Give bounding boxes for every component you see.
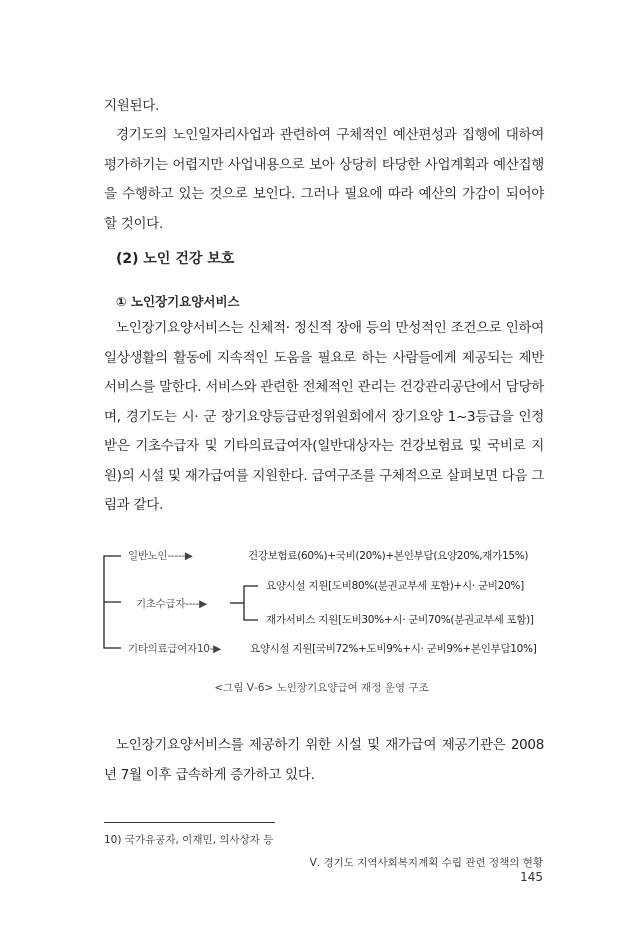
other-medical-label: 기타의료급여자10-▶ xyxy=(128,643,221,655)
subsection-heading: ① 노인장기요양서비스 xyxy=(116,294,240,309)
general-elderly-label: 일반노인-----▶ xyxy=(128,550,193,562)
figure-caption: <그림 Ⅴ-6> 노인장기요양급여 재정 운영 구조 xyxy=(214,682,429,694)
basic-facility-detail: 요양시설 지원[도비80%(분권교부세 포함)+시· 군비20%] xyxy=(266,580,524,592)
section-heading: (2) 노인 건강 보호 xyxy=(116,251,235,267)
page-footer xyxy=(283,855,543,884)
paragraph-provider-growth: 노인장기요양서비스를 제공하기 위한 시설 및 재가급여 제공기관은 2008년 7월 이후 급속하게 증가하고 있다. xyxy=(104,737,544,783)
basic-recipient-label: 기초수급자----▶ xyxy=(136,598,207,610)
footnote-divider xyxy=(104,822,275,823)
basic-home-detail: 재가서비스 지원[도비30%+시· 군비70%(분권교부세 포함)] xyxy=(266,614,534,626)
paragraph-intro: 지원된다. xyxy=(104,98,159,114)
footnote: 10) 국가유공자, 이재민, 의사상자 등 xyxy=(104,834,274,846)
other-medical-detail: 요양시설 지원[국비72%+도비9%+시· 군비9%+본인부담10%] xyxy=(250,643,537,655)
page-number: 145 xyxy=(520,870,543,884)
general-elderly-detail: 건강보험료(60%)+국비(20%)+본인부담(요양20%,재가15%) xyxy=(248,550,529,562)
footer-chapter-title: Ⅴ. 경기도 지역사회복지계획 수립 관련 정책의 현황 xyxy=(309,857,543,869)
paragraph-job-budget: 경기도의 노인일자리사업과 관련하여 구체적인 예산편성과 집행에 대하여 평가하기는 어렵지만 사업내용으로 보아 상당히 타당한 사업계획과 예산집행을 수행하고 있는 것으로 보인다. 그러나 필요에 따라 예산의 가감이 되어야 할 것이다. xyxy=(104,127,544,232)
paragraph-ltc-service: 노인장기요양서비스는 신체적· 정신적 장애 등의 만성적인 조건으로 인하여 일상생활의 활동에 지속적인 도움을 필요로 하는 사람들에게 제공되는 제반 서비스를 말한다. 서비스와 관련한 전체적인 관리는 건강관리공단에서 담당하며, 경기도는 시· 군 장기요양등급판정위원회에서 장기요양 1~3등급을 인정받은 기초수급자 및 기타의료급여자(일반대상자는 건강보험료 및 국비로 지원)의 시설 및 재가급여를 지원한다. 급여구조를 구체적으로 살펴보면 다음 그림과 같다. xyxy=(104,320,544,513)
